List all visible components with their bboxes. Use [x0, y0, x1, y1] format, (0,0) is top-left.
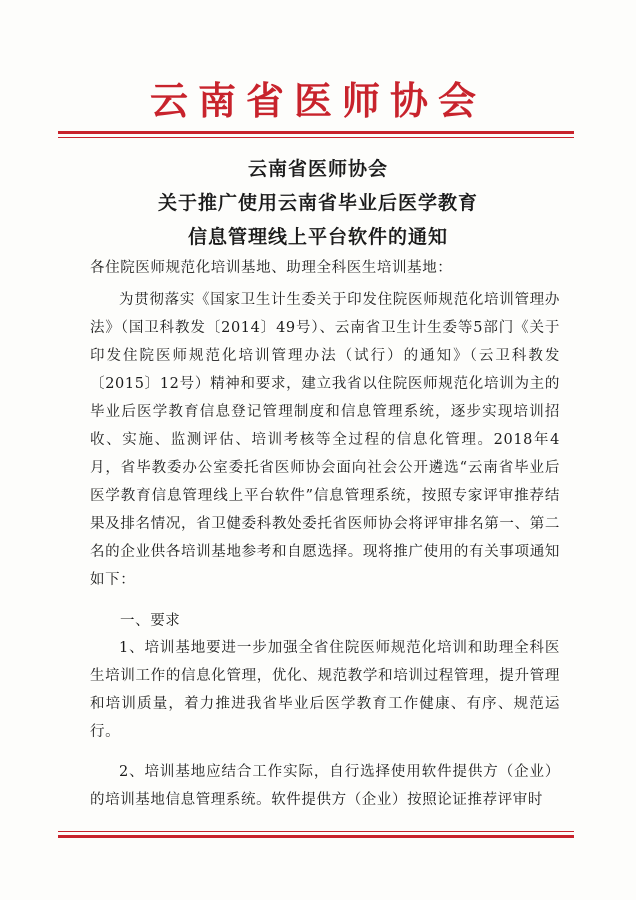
body-paragraph-1: 为贯彻落实《国家卫生计生委关于印发住院医师规范化培训管理办法》（国卫科教发〔2014〕49号）、云南省卫生计生委等5部门《关于印发住院医师规范化培训管理办法（试行）的通知》（云卫科教发〔2015〕12号）精神和要求，建立我省以住院医师规范化培训为主的毕业后医学教育信息登记管理制度和信息管理系统，逐步实现培训招收、实施、监测评估、培训考核等全过程的信息化管理。2018年4月，省毕教委办公室委托省医师协会面向社会公开遴选“云南省毕业后医学教育信息管理线上平台软件”信息管理系统，按照专家评审推荐结果及排名情况，省卫健委科教处委托省医师协会将评审排名第一、第二名的企业供各培训基地参考和自愿选择。现将推广使用的有关事项通知如下： [90, 292, 560, 588]
header-org-name: 云南省医师协会 [149, 78, 486, 123]
footer-rule-thin [58, 831, 574, 832]
header-rule-thin [58, 137, 574, 138]
section-heading-1: 一、要求 [120, 613, 181, 629]
document-title [0, 152, 636, 254]
title-line-3: 信息管理线上平台软件的通知 [187, 226, 448, 248]
salutation: 各住院医师规范化培训基地、助理全科医生培训基地： [90, 260, 453, 276]
footer-rule-thick [58, 835, 574, 838]
title-line-2: 关于推广使用云南省毕业后医学教育 [157, 192, 478, 214]
list-item-2: 2、培训基地应结合工作实际，自行选择使用软件提供方（企业）的培训基地信息管理系统。软件提供方（企业）按照论证推荐评审时 [90, 764, 560, 808]
title-line-1: 云南省医师协会 [247, 158, 388, 180]
header-rule-thick [58, 131, 574, 134]
list-item-1: 1、培训基地要进一步加强全省住院医师规范化培训和助理全科医生培训工作的信息化管理，优化、规范教学和培训过程管理，提升管理和培训质量，着力推进我省毕业后医学教育工作健康、有序、规范运行。 [90, 640, 560, 740]
